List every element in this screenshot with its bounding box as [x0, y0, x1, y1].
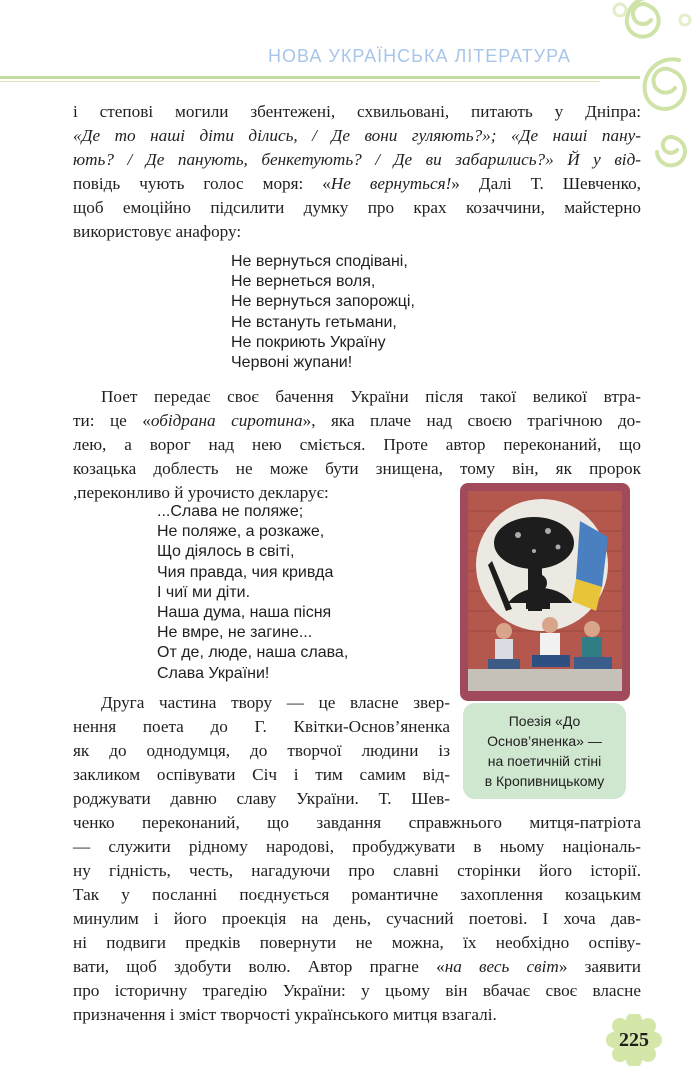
header-rule — [0, 76, 640, 79]
poem-line: Що діялось в світі, — [157, 543, 295, 561]
poem-line: От де, люде, наша слава, — [157, 644, 349, 662]
text-line: ну гідність, честь, нагадуючи про славні сторінки його історії. — [73, 861, 641, 880]
poem-line: Не вернуться сподівані, — [231, 253, 408, 270]
text-line: ні подвиги предків повернути не можна, їх необхідно оспіву- — [73, 933, 641, 952]
figure-caption — [463, 703, 626, 799]
poem-line: Не встануть гетьмани, — [231, 313, 397, 331]
text-line: ченко переконаний, що завдання справжнього митця-патріота — [73, 813, 641, 832]
poem-anaphora — [231, 252, 415, 373]
paragraph-1 — [73, 100, 641, 244]
text-line: «Де то наші діти ділись, / Де вони гуляють?»; «Де наші пану- — [73, 126, 641, 145]
poetic-wall-photo — [468, 491, 622, 691]
text-line: щоб емоційно підсилити думку про крах козаччини, майстерно — [73, 198, 641, 217]
text-line: призначення і зміст творчості українського митця взагалі. — [73, 1005, 497, 1024]
poem-line: Чия правда, чия кривда — [157, 563, 334, 581]
text-line: ти: це «обідрана сиротина», яка плаче над своєю трагічною до- — [73, 411, 642, 430]
text-line: Поет передає своє бачення України після такої великої втра- — [101, 387, 641, 406]
paragraph-3-narrow — [73, 691, 450, 811]
text-line: нення поета до Г. Квітки-Основ’яненка — [73, 717, 450, 736]
figure-frame — [460, 483, 630, 701]
text-line: роджувати давню славу України. Т. Шев- — [73, 789, 450, 808]
text-line: і степові могили збентежені, схвильовані, питають у Дніпра: — [73, 102, 641, 121]
text-line: закликом оспівувати Січ і тим самим від- — [73, 765, 450, 784]
caption-line: на поетичній стіні — [487, 753, 602, 769]
text-line: — служити рідному народові, пробуджувати в ньому національ- — [73, 837, 641, 856]
text-line: минулим і його проекція на день, сучасний поетові. І хоча дав- — [73, 909, 641, 928]
page-number: 225 — [619, 1029, 649, 1051]
text-line: Друга частина твору — це власне звер- — [101, 693, 450, 712]
poem-line: Не поляже, а розкаже, — [157, 523, 325, 541]
text-line: козацька доблесть не може бути знищена, тому він, як пророк — [73, 459, 641, 478]
poem-line: Не вернуться запорожці, — [231, 293, 415, 311]
poem-line: Не покриють Україну — [231, 333, 386, 351]
text-line: лею, а ворог над нею сміється. Проте автор переконаний, що — [73, 435, 641, 454]
text-line: як до однодумця, до творчої людини із — [73, 741, 450, 760]
caption-line: Основ’яненка» — — [487, 733, 602, 749]
poem-line: Червоні жупани! — [231, 354, 353, 372]
poem-line: Не вмре, не загине... — [157, 624, 313, 642]
poem-glory — [157, 502, 348, 684]
text-line: про історичну трагедію України: у цьому він вбачає своє власне — [73, 981, 641, 1000]
text-line: ють? / Де панують, бенкетують? / Де ви забарились?» Й у від- — [73, 150, 641, 169]
poem-line: І чиї ми діти. — [157, 583, 251, 601]
header-rule-thin — [0, 81, 600, 82]
poem-line: Не вернеться воля, — [231, 273, 376, 291]
paragraph-3-wide — [73, 811, 641, 1027]
running-header: НОВА УКРАЇНСЬКА ЛІТЕРАТУРА — [268, 46, 571, 66]
text-line: вати, щоб здобути волю. Автор прагне «на весь світ» заявити — [73, 957, 641, 976]
text-line: повідь чують голос моря: «Не вернуться!» Далі Т. Шевченко, — [73, 174, 641, 193]
mural-illustration-icon — [468, 491, 622, 691]
text-line: ,переконливо й урочисто декларує: — [73, 483, 329, 502]
caption-line: в Кропивницькому — [484, 773, 605, 789]
poem-line: Наша дума, наша пісня — [157, 604, 332, 622]
text-line: Так у посланні поєднується романтичне захоплення козацьким — [73, 885, 641, 904]
poem-line: ...Слава не поляже; — [157, 503, 304, 520]
text-line: використовує анафору: — [73, 222, 242, 241]
page-number-badge — [606, 1014, 662, 1066]
poem-line: Слава України! — [157, 664, 270, 682]
caption-line: Поезія «До — [508, 713, 581, 729]
